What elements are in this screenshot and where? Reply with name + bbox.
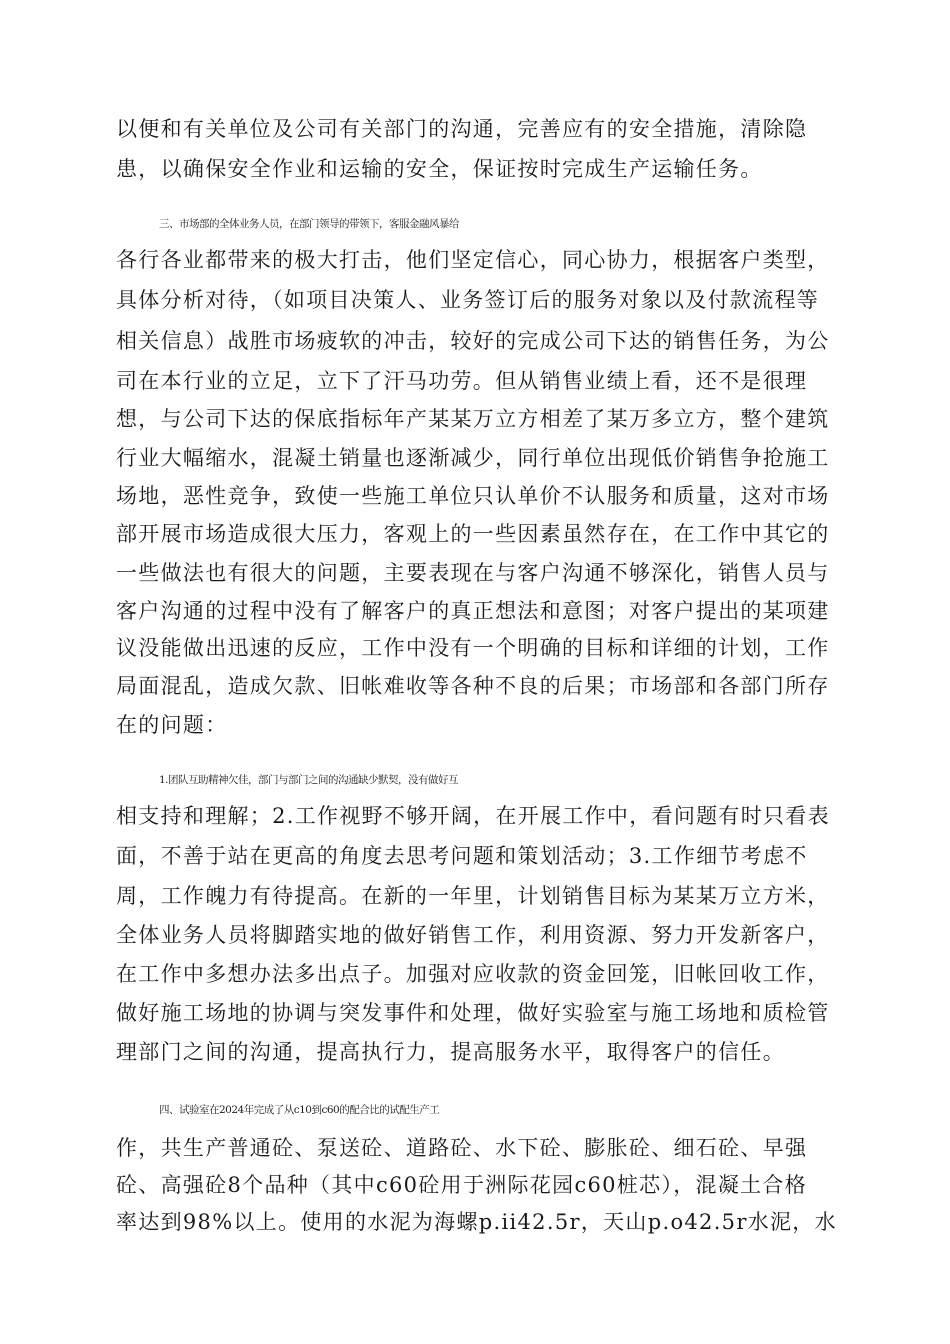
paragraph-line: 议没能做出迅速的反应，工作中没有一个明确的目标和详细的计划，工作 xyxy=(116,636,830,660)
paragraph-line: 行业大幅缩水，混凝土销量也逐渐减少，同行单位出现低价销售争抢施工 xyxy=(116,446,830,470)
paragraph-line: 作，共生产普通砼、泵送砼、道路砼、水下砼、膨胀砼、细石砼、早强 xyxy=(116,1136,808,1160)
paragraph-line: 相关信息）战胜市场疲软的冲击，较好的完成公司下达的销售任务，为公 xyxy=(116,329,830,353)
paragraph-line: 全体业务人员将脚踏实地的做好销售工作，利用资源、努力开发新客户， xyxy=(116,923,830,947)
paragraph-line: 想，与公司下达的保底指标年产某某万立方相差了某万多立方，整个建筑 xyxy=(116,407,830,431)
paragraph-line: 客户沟通的过程中没有了解客户的真正想法和意图；对客户提出的某项建 xyxy=(116,599,830,623)
paragraph-line: 做好施工场地的协调与突发事件和处理，做好实验室与施工场地和质检管 xyxy=(116,1001,830,1025)
paragraph-line: 局面混乱，造成欠款、旧帐难收等各种不良的后果；市场部和各部门所存 xyxy=(116,674,830,698)
paragraph-line: 相支持和理解；2.工作视野不够开阔，在开展工作中，看问题有时只看表 xyxy=(116,804,830,828)
paragraph-line: 砼、高强砼8个品种（其中c60砼用于洲际花园c60桩芯），混凝土合格 xyxy=(116,1173,808,1197)
paragraph-line: 在工作中多想办法多出点子。加强对应收款的资金回笼，旧帐回收工作， xyxy=(116,962,830,986)
paragraph-line: 一些做法也有很大的问题，主要表现在与客户沟通不够深化，销售人员与 xyxy=(116,561,830,585)
paragraph-line: 在的问题： xyxy=(116,713,228,737)
paragraph-line: 场地，恶性竞争，致使一些施工单位只认单价不认服务和质量，这对市场 xyxy=(116,484,830,508)
paragraph-line: 患，以确保安全作业和运输的安全，保证按时完成生产运输任务。 xyxy=(116,157,763,181)
paragraph-line: 以便和有关单位及公司有关部门的沟通，完善应有的安全措施，清除隐 xyxy=(116,117,808,141)
paragraph-line: 1.团队互助精神欠佳，部门与部门之间的沟通缺少默契，没有做好互 xyxy=(159,774,459,786)
paragraph-line: 司在本行业的立足，立下了汗马功劳。但从销售业绩上看，还不是很理 xyxy=(116,369,808,393)
paragraph-line: 各行各业都带来的极大打击，他们坚定信心，同心协力，根据客户类型， xyxy=(116,248,830,272)
paragraph-line: 周，工作魄力有待提高。在新的一年里，计划销售目标为某某万立方米， xyxy=(116,884,830,908)
paragraph-line: 部开展市场造成很大压力，客观上的一些因素虽然存在，在工作中其它的 xyxy=(116,522,830,546)
paragraph-line: 理部门之间的沟通，提高执行力，提高服务水平，取得客户的信任。 xyxy=(116,1040,785,1064)
paragraph-line: 四、试验室在2024年完成了从c10到c60的配合比的试配生产工 xyxy=(159,1104,440,1116)
paragraph-line: 具体分析对待，（如项目决策人、业务签订后的服务对象以及付款流程等 xyxy=(116,288,820,312)
paragraph-line: 三、市场部的全体业务人员，在部门领导的带领下，客服金融风暴给 xyxy=(159,218,459,230)
paragraph-line: 率达到98%以上。使用的水泥为海螺p.ii42.5r，天山p.o42.5r水泥，水 xyxy=(116,1210,837,1234)
paragraph-line: 面，不善于站在更高的角度去思考问题和策划活动；3.工作细节考虑不 xyxy=(116,844,808,868)
